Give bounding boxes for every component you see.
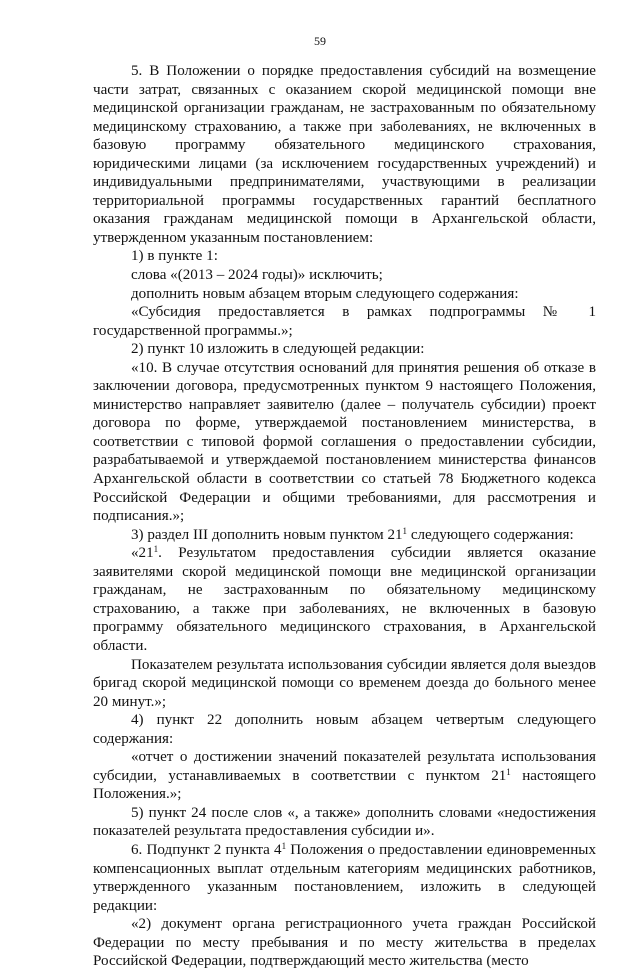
item-6-before: 6. Подпункт 2 пункта 4 bbox=[131, 841, 282, 858]
paragraph-result-indicator: Показателем результата использования субсидии является доля выездов бригад скорой медицинской помощи со временем доезда до больного менее 20 минут.»; bbox=[93, 656, 596, 710]
document-body bbox=[93, 62, 596, 971]
subitem-3 bbox=[93, 526, 596, 545]
report-quote-after: настоящего Положения.»; bbox=[93, 767, 596, 803]
paragraph-words-exclusion: слова «(2013 – 2024 годы)» исключить; bbox=[131, 267, 383, 284]
superscript-1: 1 bbox=[506, 766, 511, 777]
superscript-1: 1 bbox=[153, 544, 159, 555]
paragraph-subsidy-quote: «Субсидия предоставляется в рамках подпрограммы № 1 государственной программы.»; bbox=[93, 304, 596, 339]
superscript-1: 1 bbox=[281, 840, 287, 851]
paragraph-report-quote bbox=[93, 748, 596, 804]
subitem-5: 5) пункт 24 после слов «, а также» дополнить словами «недостижения показателей результата предоставления субсидии и». bbox=[93, 804, 596, 840]
paragraph-document-quote: «2) документ органа регистрационного учета граждан Российской Федерации по месту пребывания и по месту жительства в пределах Российской Федерации, подтверждающий место жительства (место bbox=[93, 916, 596, 970]
item-6-after: Положения о предоставлении единовременных компенсационных выплат отдельным категориям медицинских работников, утвержденного указанным постановлением, изложить в следующей редакции: bbox=[93, 841, 596, 914]
paragraph-add-second-clause: дополнить новым абзацем вторым следующего содержания: bbox=[131, 285, 519, 302]
page-number: 59 bbox=[314, 34, 326, 48]
superscript-1: 1 bbox=[402, 525, 408, 536]
subitem-2: 2) пункт 10 изложить в следующей редакции: bbox=[131, 341, 425, 358]
subitem-3-after: следующего содержания: bbox=[407, 526, 574, 543]
paragraph-clause-10: «10. В случае отсутствия оснований для принятия решения об отказе в заключении договора, предусмотренных пунктом 9 настоящего Положения, министерство направляет заявителю (далее – получатель субсидии) проект договора по форме, утверждаемой постановлением министерства, в соответствии с типовой формой соглашения о предоставлении субсидии, разрабатываемой и утверждаемой постановлением министерства финансов Архангельской области в соответствии со статьей 78 Бюджетного кодекса Российской Федерации и общими требованиями, для рассмотрения и подписания.»; bbox=[93, 359, 596, 525]
subitem-1: 1) в пункте 1: bbox=[131, 248, 218, 265]
clause-21-1-before: «21 bbox=[131, 545, 154, 562]
report-quote-before: «отчет о достижении значений показателей результата использования субсидии, устанавливаемых в соответствии с пунктом 21 bbox=[93, 749, 596, 784]
paragraph-item-5: 5. В Положении о порядке предоставления субсидий на возмещение части затрат, связанных с оказанием скорой медицинской помощи вне медицинской организации гражданам, не застрахованным по обязательному медицинскому страхованию, а также при заболеваниях, не включенных в базовую программу обязательного медицинского страхования, юридическими лицами (за исключением государственных учреждений) и индивидуальными предпринимателями, участвующими в реализации территориальной программы государственных гарантий бесплатного оказания гражданам медицинской помощи в Архангельской области, утвержденном указанным постановлением: bbox=[93, 63, 596, 246]
subitem-4: 4) пункт 22 дополнить новым абзацем четвертым следующего содержания: bbox=[93, 712, 596, 747]
subitem-3-before: 3) раздел III дополнить новым пунктом 21 bbox=[131, 526, 403, 543]
paragraph-item-6 bbox=[93, 841, 596, 915]
clause-21-1-after: . Результатом предоставления субсидии является оказание заявителями скорой медицинской помощи вне медицинской организации гражданам, не застрахованным по обязательному медицинскому страхованию, а также при заболеваниях, не включенных в базовую программу обязательного медицинского страхования, в Архангельской области. bbox=[93, 545, 596, 654]
paragraph-clause-21-1 bbox=[93, 544, 596, 655]
